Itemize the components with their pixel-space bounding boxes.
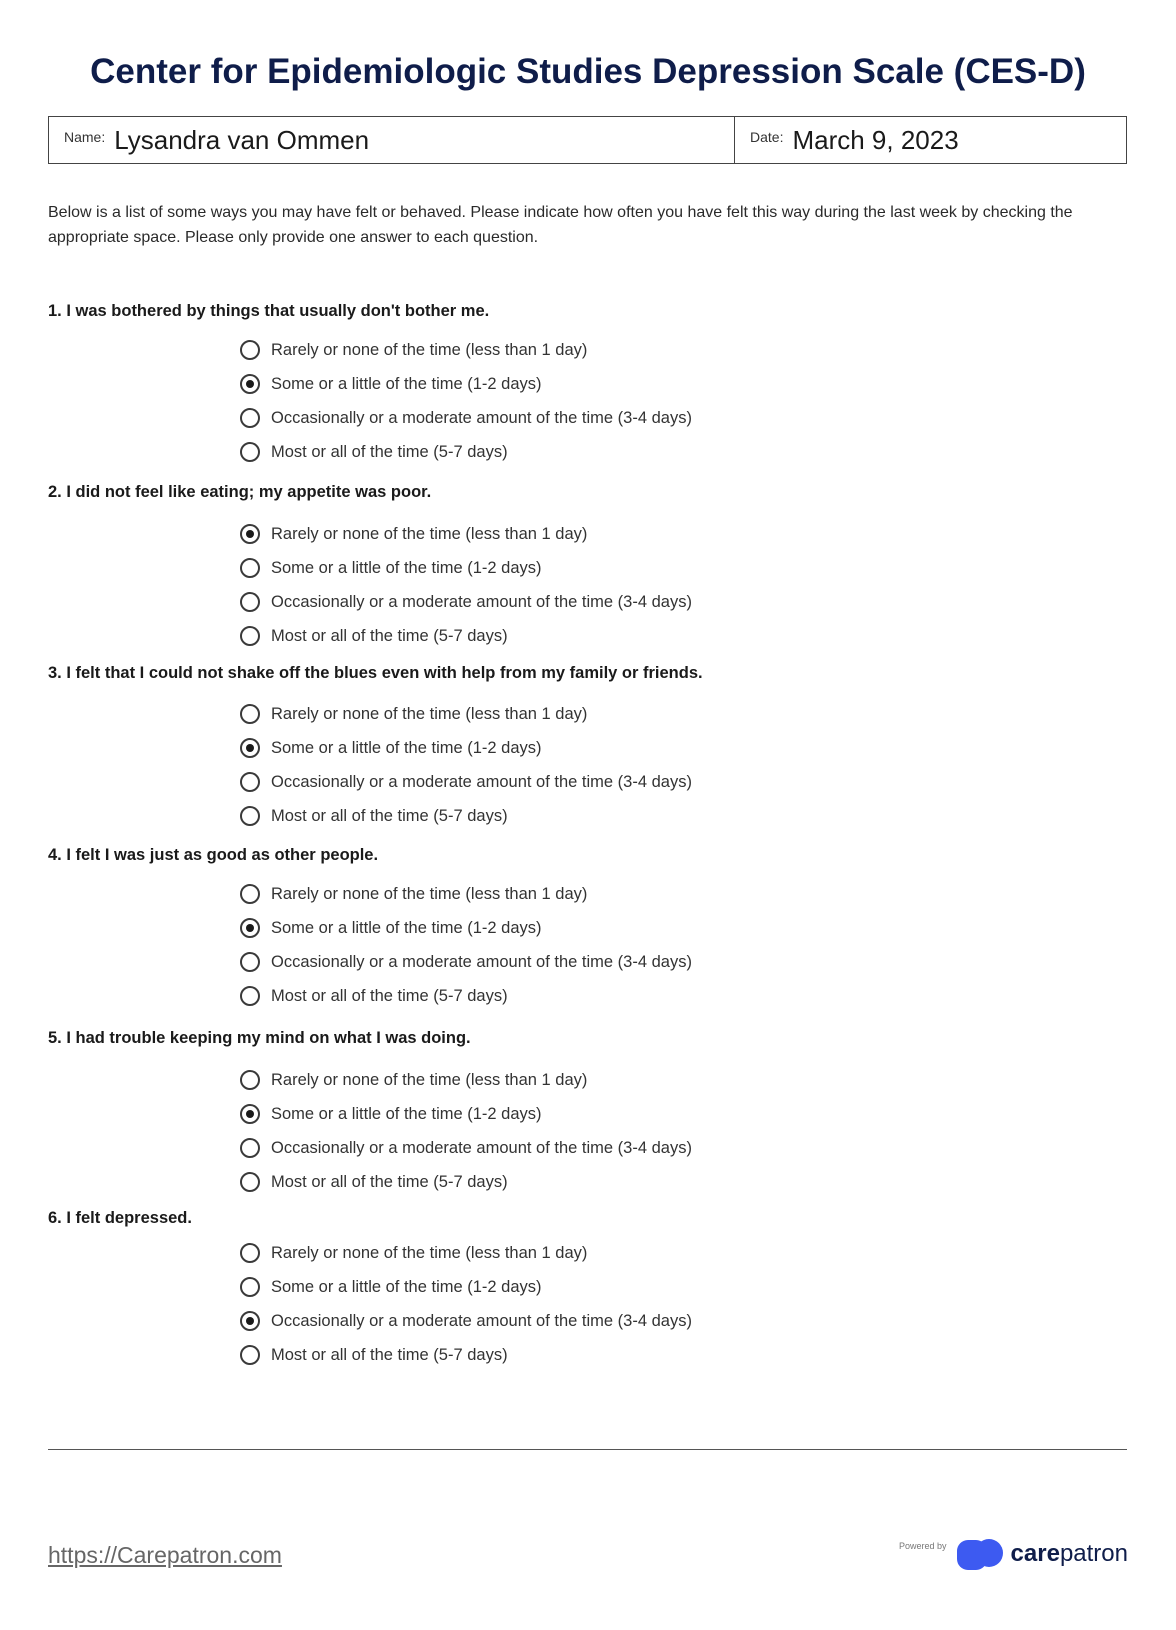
radio-icon[interactable] — [240, 1070, 260, 1090]
option-label: Occasionally or a moderate amount of the time (3-4 days) — [271, 1138, 692, 1157]
radio-icon[interactable] — [240, 592, 260, 612]
option-label: Some or a little of the time (1-2 days) — [271, 1104, 542, 1123]
option-label: Most or all of the time (5-7 days) — [271, 1172, 508, 1191]
radio-icon[interactable] — [240, 738, 260, 758]
footer-divider — [48, 1449, 1127, 1450]
carepatron-logo-icon — [957, 1538, 1005, 1570]
option-label: Rarely or none of the time (less than 1 day) — [271, 340, 588, 359]
date-field[interactable] — [735, 117, 1126, 163]
name-label: Name: — [64, 129, 106, 145]
radio-icon[interactable] — [240, 952, 260, 972]
question-5-title: 5. I had trouble keeping my mind on what I was doing. — [48, 1029, 471, 1047]
question-3-option-3[interactable] — [240, 772, 692, 792]
brand-name: carepatron — [1010, 1540, 1128, 1567]
name-field[interactable] — [49, 117, 735, 163]
patient-info-box — [48, 116, 1127, 164]
question-2-title: 2. I did not feel like eating; my appetite was poor. — [48, 483, 432, 501]
question-4-option-1[interactable] — [240, 884, 587, 904]
instructions-text: Below is a list of some ways you may have felt or behaved. Please indicate how often you have felt this way during the last week by checking the appropriate space. Please only provide one answer to each question. — [48, 204, 1073, 246]
question-3-option-4[interactable] — [240, 806, 508, 826]
radio-icon[interactable] — [240, 1243, 260, 1263]
question-6-option-3[interactable] — [240, 1311, 692, 1331]
option-label: Some or a little of the time (1-2 days) — [271, 1277, 542, 1296]
option-label: Occasionally or a moderate amount of the time (3-4 days) — [271, 772, 692, 791]
option-label: Most or all of the time (5-7 days) — [271, 626, 508, 645]
option-label: Most or all of the time (5-7 days) — [271, 442, 508, 461]
option-label: Occasionally or a moderate amount of the time (3-4 days) — [271, 592, 692, 611]
question-1-option-4[interactable] — [240, 442, 508, 462]
question-1-option-1[interactable] — [240, 340, 587, 360]
radio-icon[interactable] — [240, 524, 260, 544]
radio-icon[interactable] — [240, 806, 260, 826]
question-4-option-3[interactable] — [240, 952, 692, 972]
question-3-option-2[interactable] — [240, 738, 542, 758]
radio-icon[interactable] — [240, 1277, 260, 1297]
radio-icon[interactable] — [240, 1311, 260, 1331]
radio-icon[interactable] — [240, 1172, 260, 1192]
question-1-title: 1. I was bothered by things that usually don't bother me. — [48, 302, 490, 320]
radio-icon[interactable] — [240, 772, 260, 792]
option-label: Rarely or none of the time (less than 1 day) — [271, 884, 588, 903]
question-6-option-1[interactable] — [240, 1243, 587, 1263]
radio-icon[interactable] — [240, 884, 260, 904]
question-5-option-2[interactable] — [240, 1104, 542, 1124]
carepatron-brand[interactable] — [899, 1538, 1128, 1570]
radio-icon[interactable] — [240, 374, 260, 394]
option-label: Rarely or none of the time (less than 1 day) — [271, 704, 588, 723]
date-value[interactable]: March 9, 2023 — [792, 124, 959, 155]
option-label: Some or a little of the time (1-2 days) — [271, 918, 542, 937]
powered-by-label: Powered by — [899, 1541, 947, 1551]
radio-icon[interactable] — [240, 918, 260, 938]
question-3-option-1[interactable] — [240, 704, 587, 724]
option-label: Most or all of the time (5-7 days) — [271, 1345, 508, 1364]
radio-icon[interactable] — [240, 626, 260, 646]
option-label: Rarely or none of the time (less than 1 day) — [271, 1243, 588, 1262]
option-label: Occasionally or a moderate amount of the time (3-4 days) — [271, 952, 692, 971]
question-4-option-2[interactable] — [240, 918, 542, 938]
question-2-option-2[interactable] — [240, 558, 542, 578]
question-6-title: 6. I felt depressed. — [48, 1209, 192, 1227]
question-2-option-3[interactable] — [240, 592, 692, 612]
question-4-option-4[interactable] — [240, 986, 508, 1006]
radio-icon[interactable] — [240, 1104, 260, 1124]
question-3-title: 3. I felt that I could not shake off the blues even with help from my family or friends. — [48, 664, 703, 682]
page-title: Center for Epidemiologic Studies Depression Scale (CES-D) — [90, 52, 1086, 91]
radio-icon[interactable] — [240, 704, 260, 724]
carepatron-link[interactable]: https://Carepatron.com — [48, 1542, 282, 1568]
radio-icon[interactable] — [240, 340, 260, 360]
option-label: Occasionally or a moderate amount of the time (3-4 days) — [271, 408, 692, 427]
radio-icon[interactable] — [240, 1138, 260, 1158]
question-1-option-3[interactable] — [240, 408, 692, 428]
option-label: Some or a little of the time (1-2 days) — [271, 558, 542, 577]
date-label: Date: — [750, 129, 784, 145]
radio-icon[interactable] — [240, 986, 260, 1006]
option-label: Rarely or none of the time (less than 1 day) — [271, 524, 588, 543]
question-4-title: 4. I felt I was just as good as other people. — [48, 846, 379, 864]
option-label: Most or all of the time (5-7 days) — [271, 986, 508, 1005]
option-label: Some or a little of the time (1-2 days) — [271, 374, 542, 393]
question-5-option-3[interactable] — [240, 1138, 692, 1158]
question-2-option-1[interactable] — [240, 524, 587, 544]
question-2-option-4[interactable] — [240, 626, 508, 646]
radio-icon[interactable] — [240, 1345, 260, 1365]
option-label: Most or all of the time (5-7 days) — [271, 806, 508, 825]
question-5-option-1[interactable] — [240, 1070, 587, 1090]
option-label: Occasionally or a moderate amount of the time (3-4 days) — [271, 1311, 692, 1330]
option-label: Some or a little of the time (1-2 days) — [271, 738, 542, 757]
question-6-option-4[interactable] — [240, 1345, 508, 1365]
name-value[interactable]: Lysandra van Ommen — [114, 124, 370, 155]
question-5-option-4[interactable] — [240, 1172, 508, 1192]
question-6-option-2[interactable] — [240, 1277, 542, 1297]
radio-icon[interactable] — [240, 442, 260, 462]
option-label: Rarely or none of the time (less than 1 day) — [271, 1070, 588, 1089]
radio-icon[interactable] — [240, 558, 260, 578]
question-1-option-2[interactable] — [240, 374, 542, 394]
radio-icon[interactable] — [240, 408, 260, 428]
